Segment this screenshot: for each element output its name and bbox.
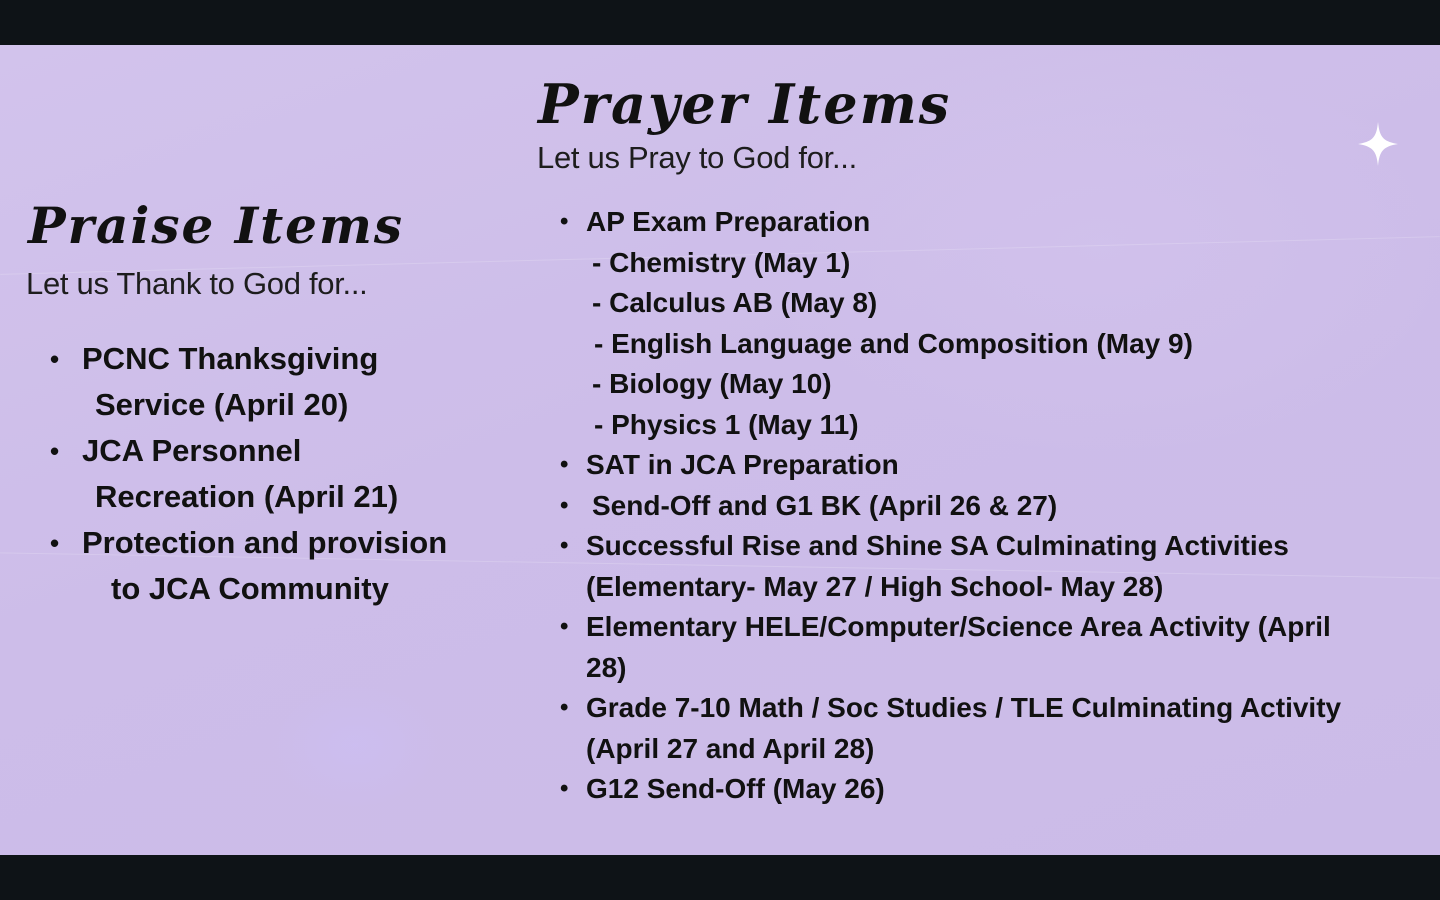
prayer-item-rise-line1: Successful Rise and Shine SA Culminating Activities bbox=[586, 530, 1289, 561]
prayer-subtitle: Let us Pray to God for... bbox=[537, 140, 857, 175]
list-item bbox=[560, 607, 1420, 688]
bullet-icon: • bbox=[560, 613, 569, 640]
list-item bbox=[50, 428, 520, 520]
letterbox-bottom bbox=[0, 855, 1440, 900]
prayer-item-grade-line1: Grade 7-10 Math / Soc Studies / TLE Culminating Activity bbox=[586, 692, 1342, 723]
praise-list bbox=[50, 336, 520, 612]
praise-title: Praise Items bbox=[28, 196, 405, 255]
praise-item-line1: PCNC Thanksgiving bbox=[82, 341, 379, 376]
prayer-subitem: - Calculus AB (May 8) bbox=[592, 287, 878, 318]
prayer-item-rise-line2: (Elementary- May 27 / High School- May 28) bbox=[586, 570, 1164, 602]
prayer-item-sendoff: Send-Off and G1 BK (April 26 & 27) bbox=[592, 489, 1058, 521]
list-item bbox=[560, 445, 1420, 486]
bullet-icon: • bbox=[560, 491, 569, 519]
list-item bbox=[50, 520, 520, 612]
prayer-subitem: - Physics 1 (May 11) bbox=[594, 408, 859, 440]
bullet-icon: • bbox=[50, 344, 60, 374]
list-item bbox=[560, 486, 1420, 527]
prayer-subitem: - Biology (May 10) bbox=[592, 368, 832, 399]
bullet-icon: • bbox=[50, 436, 60, 466]
prayer-subitem: - English Language and Composition (May 9) bbox=[594, 327, 1193, 359]
sparkle-icon bbox=[1358, 122, 1398, 166]
prayer-item-hele-line2: 28) bbox=[586, 651, 627, 683]
prayer-item-grade-line2: (April 27 and April 28) bbox=[586, 732, 875, 764]
bullet-icon: • bbox=[560, 694, 569, 721]
list-item bbox=[50, 336, 520, 428]
praise-item-line2: Service (April 20) bbox=[95, 387, 349, 422]
prayer-item-hele-line1: Elementary HELE/Computer/Science Area Activity (April bbox=[586, 611, 1331, 642]
bullet-icon: • bbox=[560, 208, 569, 235]
list-item bbox=[560, 769, 1420, 810]
bullet-icon: • bbox=[560, 532, 569, 559]
praise-item-line2: to JCA Community bbox=[111, 571, 389, 606]
list-item bbox=[560, 526, 1420, 607]
prayer-title: Prayer Items bbox=[538, 72, 952, 136]
prayer-item-g12: G12 Send-Off (May 26) bbox=[586, 773, 885, 804]
bullet-icon: • bbox=[560, 775, 569, 802]
prayer-list bbox=[560, 202, 1420, 810]
slide bbox=[0, 45, 1440, 855]
bullet-icon: • bbox=[50, 528, 60, 558]
list-item bbox=[560, 688, 1420, 769]
letterbox-top bbox=[0, 0, 1440, 45]
praise-item-line1: JCA Personnel bbox=[82, 433, 302, 468]
bullet-icon: • bbox=[560, 451, 569, 478]
list-item bbox=[560, 202, 1420, 445]
prayer-subitem: - Chemistry (May 1) bbox=[592, 246, 851, 278]
praise-subtitle: Let us Thank to God for... bbox=[26, 266, 368, 301]
prayer-item-sat: SAT in JCA Preparation bbox=[586, 449, 899, 480]
praise-item-line1: Protection and provision bbox=[82, 525, 448, 560]
praise-item-line2: Recreation (April 21) bbox=[95, 479, 399, 514]
prayer-item-ap: AP Exam Preparation bbox=[586, 206, 871, 237]
